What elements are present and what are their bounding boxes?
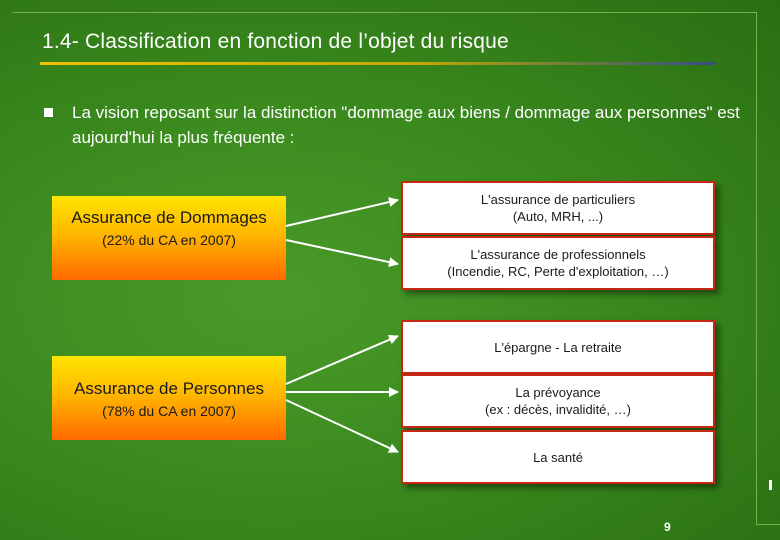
intro-text: La vision reposant sur la distinction "dommage aux biens / dommage aux personnes" est aujourd'hui la plus fréquente :: [72, 103, 740, 147]
item-box-particuliers: [401, 181, 715, 235]
page-number: 9: [664, 520, 671, 534]
item-line: L'épargne - La retraite: [494, 339, 622, 355]
arrow-icon: [286, 200, 398, 226]
category-box-dommages: [52, 196, 286, 280]
category-title: Assurance de Dommages: [71, 208, 267, 227]
item-detail: (ex : décès, invalidité, …): [485, 402, 631, 417]
side-marker: [769, 480, 772, 490]
item-box-epargne: [401, 320, 715, 374]
item-line: La santé: [533, 449, 583, 465]
category-share: (78% du CA en 2007): [102, 403, 236, 419]
item-line: L'assurance de particuliers: [480, 192, 636, 207]
arrow-icon: [286, 400, 398, 452]
arrow-icon: [286, 336, 398, 384]
category-box-personnes: [52, 356, 286, 440]
category-title: Assurance de Personnes: [74, 379, 264, 398]
item-detail: (Incendie, RC, Perte d'exploitation, …): [447, 264, 669, 279]
slide-title: 1.4- Classification en fonction de l’objet du risque: [42, 30, 509, 53]
item-box-prevoyance: [401, 374, 715, 428]
category-share: (22% du CA en 2007): [102, 232, 236, 248]
item-box-sante: [401, 430, 715, 484]
item-line: La prévoyance: [515, 385, 601, 400]
arrow-icon: [286, 240, 398, 264]
item-detail: (Auto, MRH, ...): [512, 209, 604, 224]
item-box-professionnels: [401, 236, 715, 290]
item-line: L'assurance de professionnels: [470, 247, 646, 262]
